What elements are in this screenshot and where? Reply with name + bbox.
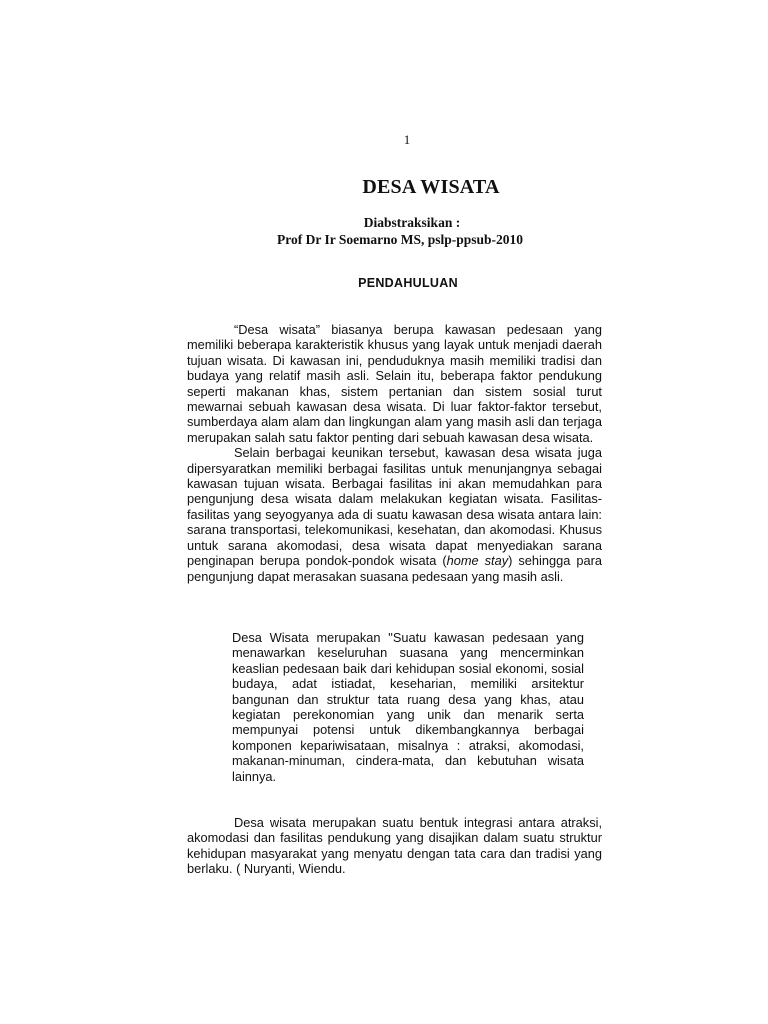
definition-quote: Desa Wisata merupakan "Suatu kawasan pedesaan yang menawarkan keseluruhan suasana yang mencerminkan keaslian pedesaan baik dari kehidupan sosial ekonomi, sosial budaya, adat istiadat, keseharian, memiliki arsitektur bangunan dan struktur tata ruang desa yang khas, atau kegiatan perekonomian yang unik dan menarik serta mempunyai potensi untuk dikembangkannya berbagai komponen kepariwisataan, misalnya : atraksi, akomodasi, makanan-minuman, cindera-mata, dan kebutuhan wisata lainnya.	[232, 630, 584, 784]
paragraph-2-text-before: Selain berbagai keunikan tersebut, kawasan desa wisata juga dipersyaratkan memiliki berbagai fasilitas untuk menunjangnya sebagai kawasan tujuan wisata. Berbagai fasilitas ini akan memudahkan para pengunjung desa wisata dalam melakukan kegiatan wisata. Fasilitas-fasilitas yang seyogyanya ada di suatu kawasan desa wisata antara lain: sarana transportasi, telekomunikasi, kesehatan, dan akomodasi. Khusus untuk sarana akomodasi, desa wisata dapat menyediakan sarana penginapan berupa pondok-pondok wisata (	[187, 445, 602, 569]
document-title: DESA WISATA	[362, 176, 500, 198]
paragraph-3: Desa wisata merupakan suatu bentuk integrasi antara atraksi, akomodasi dan fasilitas pendukung yang disajikan dalam suatu struktur kehidupan masyarakat yang menyatu dengan tata cara dan tradisi yang berlaku. ( Nuryanti, Wiendu.	[187, 815, 602, 877]
abstract-label: Diabstraksikan :	[363, 215, 461, 230]
paragraph-3-block	[187, 815, 602, 877]
intro-paragraphs	[187, 322, 602, 584]
section-heading: PENDAHULUAN	[358, 276, 458, 290]
page-number: 1	[403, 132, 411, 147]
author-line: Prof Dr Ir Soemarno MS, pslp-ppsub-2010	[276, 232, 524, 247]
paragraph-2-italic-term: home stay	[446, 553, 509, 569]
paragraph-2	[187, 445, 602, 584]
paragraph-2-text-after: ) sehingga para pengunjung dapat merasakan suasana pedesaan yang masih asli.	[187, 553, 602, 584]
paragraph-1: “Desa wisata” biasanya berupa kawasan pedesaan yang memiliki beberapa karakteristik khusus yang layak untuk menjadi daerah tujuan wisata. Di kawasan ini, penduduknya masih memiliki tradisi dan budaya yang relatif masih asli. Selain itu, beberapa faktor pendukung seperti makanan khas, sistem pertanian dan sistem sosial turut mewarnai sebuah kawasan desa wisata. Di luar faktor-faktor tersebut, sumberdaya alam alam dan lingkungan alam yang masih asli dan terjaga merupakan salah satu faktor penting dari sebuah kawasan desa wisata.	[187, 322, 602, 445]
